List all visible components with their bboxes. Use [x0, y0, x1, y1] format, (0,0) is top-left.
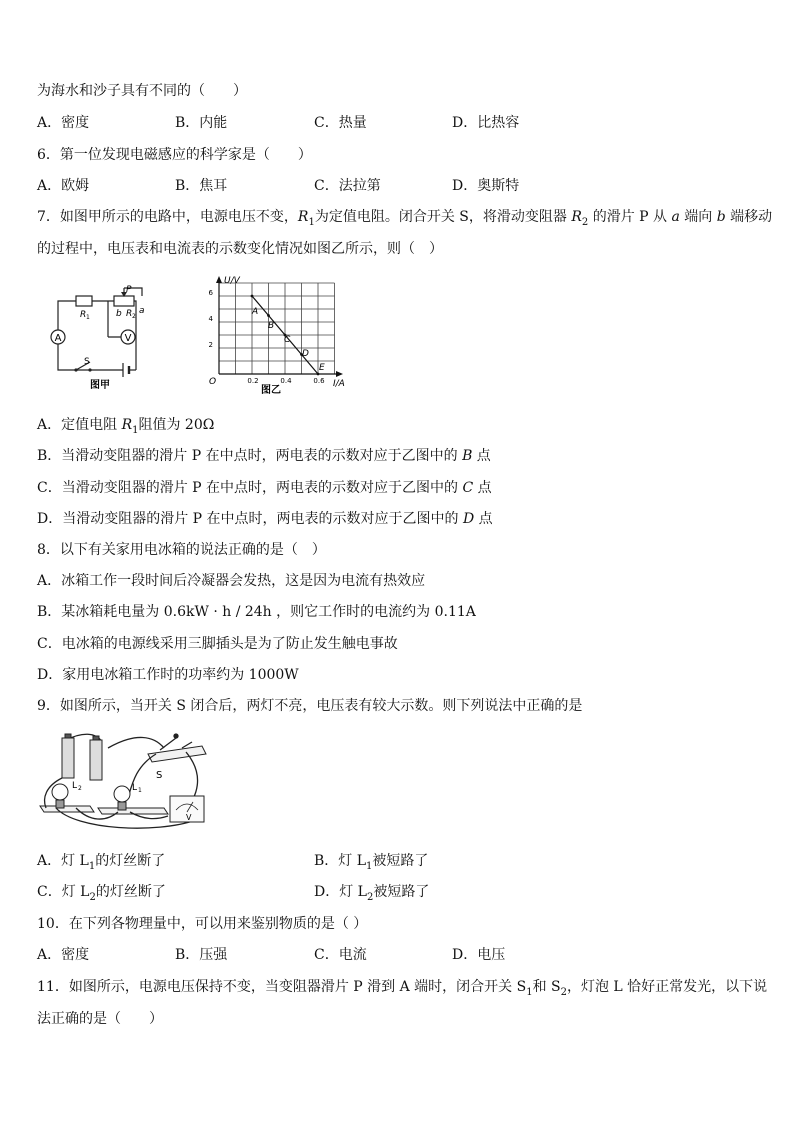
q7-option-d: D．当滑动变阻器的滑片 P 在中点时，两电表的示数对应于乙图中的 D 点: [37, 511, 493, 527]
q7-option-a: A．定值电阻 $R_1$阻值为 20Ω: [37, 417, 215, 436]
lamp-l1-label: L: [132, 783, 138, 793]
graph-point-dot: [267, 314, 270, 317]
q10-option-c: C．电流: [314, 947, 367, 963]
figure-b-caption: 图乙: [261, 385, 281, 396]
q7-figure-a-circuit: [38, 280, 162, 392]
q8-stem: 8．以下有关家用电冰箱的说法正确的是（ ）: [37, 542, 326, 558]
q8-option-d: D．家用电冰箱工作时的功率约为 1000W: [37, 667, 299, 683]
q5-option-a: A．密度: [37, 115, 90, 131]
figure-a-caption: 图甲: [90, 380, 110, 391]
q6-option-c: C．法拉第: [314, 178, 381, 194]
y-tick-6: 6: [208, 289, 213, 297]
q7-stem-line2: 的过程中，电压表和电流表的示数变化情况如图乙所示，则（ ）: [37, 241, 443, 257]
q7-stem-line1: 7．如图甲所示的电路中，电源电压不变，$R_1$为定值电阻。闭合开关 S，将滑动变阻器 $R_2$ 的滑片 P 从 a 端向 b 端移动: [37, 209, 773, 228]
graph-point-dot: [317, 373, 320, 376]
q9-figure-circuit: [36, 726, 210, 838]
point-e: E: [319, 363, 325, 373]
lamp-l2-sub: 2: [78, 785, 82, 792]
q10-stem: 10．在下列各物理量中，可以用来鉴别物质的是（ ）: [37, 916, 368, 932]
q11-stem-line1: 11．如图所示，电源电压保持不变，当变阻器滑片 P 滑到 A 端时，闭合开关 $S_1$和 $S_2$，灯泡 L 恰好正常发光，以下说: [37, 979, 768, 998]
q6-option-b: B．焦耳: [175, 178, 228, 194]
y-tick-4: 4: [208, 315, 213, 323]
y-axis-label: U/V: [224, 276, 240, 286]
slider-p-label: P: [126, 285, 132, 295]
q11-stem-line2: 法正确的是（ ）: [37, 1011, 163, 1027]
voltmeter-label: V: [186, 813, 192, 822]
point-b: B: [268, 321, 275, 331]
q7-option-c: C．当滑动变阻器的滑片 P 在中点时，两电表的示数对应于乙图中的 C 点: [37, 480, 492, 496]
r1-sub: 1: [86, 314, 90, 321]
q9-option-c: C．灯 $L_2$的灯丝断了: [37, 884, 166, 903]
q5-option-d: D．比热容: [452, 115, 520, 131]
y-tick-2: 2: [208, 341, 213, 349]
switch-label: S: [84, 357, 90, 367]
q9-option-d: D．灯 $L_2$被短路了: [314, 884, 430, 903]
q5-stem-tail: 为海水和沙子具有不同的（ ）: [37, 83, 247, 99]
x-tick-0.2: 0.2: [247, 377, 259, 385]
q7-figure-b-graph: [205, 272, 355, 396]
r1-label: R: [80, 310, 87, 320]
point-d: D: [302, 349, 309, 359]
end-b-label: b: [116, 309, 122, 319]
q8-option-a: A．冰箱工作一段时间后冷凝器会发热，这是因为电流有热效应: [37, 573, 426, 589]
end-a-label: a: [139, 306, 145, 316]
q8-option-c: C．电冰箱的电源线采用三脚插头是为了防止发生触电事故: [37, 636, 398, 652]
q9-stem: 9．如图所示，当开关 S 闭合后，两灯不亮，电压表有较大示数。则下列说法中正确的是: [37, 698, 583, 714]
lamp-l2-label: L: [72, 781, 78, 791]
q10-option-b: B．压强: [175, 947, 228, 963]
ammeter-symbol: A: [54, 333, 62, 344]
x-axis-label: I/A: [333, 379, 345, 389]
r2-label: R: [126, 309, 133, 319]
r2-sub: 2: [132, 313, 136, 320]
x-tick-0.4: 0.4: [280, 377, 292, 385]
q7-option-b: B．当滑动变阻器的滑片 P 在中点时，两电表的示数对应于乙图中的 B 点: [37, 448, 491, 464]
point-a: A: [252, 307, 259, 317]
voltmeter-symbol: V: [124, 333, 132, 344]
q9-option-b: B．灯 $L_1$被短路了: [314, 853, 429, 872]
graph-grid: [219, 283, 335, 374]
lamp-l1-sub: 1: [138, 787, 142, 794]
q5-option-c: C．热量: [314, 115, 367, 131]
origin-label: O: [209, 377, 217, 387]
graph-point-dot: [251, 295, 254, 298]
q5-option-b: B．内能: [175, 115, 228, 131]
q10-option-d: D．电压: [452, 947, 506, 963]
point-c: C: [284, 335, 291, 345]
x-tick-0.6: 0.6: [313, 377, 325, 385]
switch-s-label: S: [156, 770, 163, 781]
q6-stem: 6．第一位发现电磁感应的科学家是（ ）: [37, 147, 312, 163]
q8-option-b: B．某冰箱耗电量为 0.6kW · h / 24h ，则它工作时的电流约为 0.11A: [37, 604, 476, 620]
q6-option-a: A．欧姆: [37, 178, 90, 194]
q10-option-a: A．密度: [37, 947, 90, 963]
q9-option-a: A．灯 $L_1$的灯丝断了: [37, 853, 166, 872]
q6-option-d: D．奥斯特: [452, 178, 520, 194]
